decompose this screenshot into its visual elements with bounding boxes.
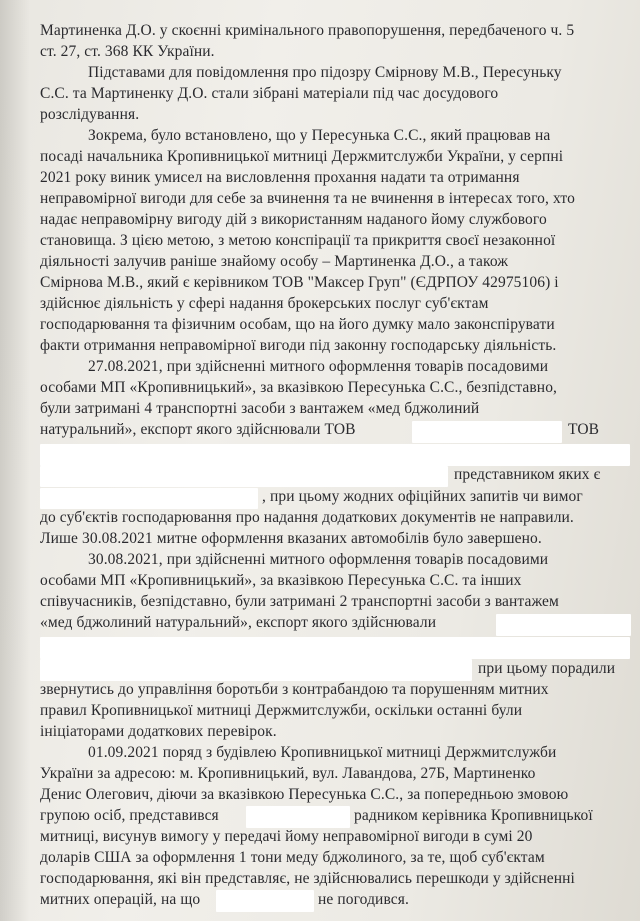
redaction-box (246, 806, 350, 828)
text-line: 01.09.2021 поряд з будівлею Кропивницької митниці Держмитслужби (88, 744, 557, 761)
text-line: «мед бджолиний натуральний», експорт якого здійснювали (40, 614, 437, 631)
text-line: Смірнова М.В., який є керівником ТОВ "Максер Груп" (ЄДРПОУ 42975106) і (40, 274, 559, 291)
text-line: С.С. та Мартиненку Д.О. стали зібрані матеріали під час досудового (40, 85, 499, 102)
text-line: Зокрема, було встановлено, що у Пересунька С.С., який працював на (88, 127, 551, 144)
text-line: здійснює діяльність у сфері надання брокерських послуг суб'єктам (40, 295, 489, 312)
redaction-box (216, 890, 314, 912)
text-line: неправомірної вигоди для себе за вчинення та не вчинення в інтересах того, хто (40, 190, 575, 207)
redaction-box (412, 421, 562, 443)
text-line: , при цьому жодних офіційних запитів чи вимог (262, 488, 583, 505)
text-line: особами МП «Кропивницький», за вказівкою Пересунька С.С. та інших (40, 572, 522, 589)
text-line: 2021 року виник умисел на висловлення прохання надати та отримання (40, 169, 520, 186)
text-line: факти отримання неправомірної вигоди під законну господарську діяльність. (40, 337, 557, 354)
text-line: натуральний», експорт якого здійснювали ТОВ (40, 421, 356, 438)
text-line: співучасників, безпідставно, були затримані 2 транспортні засоби з вантажем (40, 593, 559, 610)
redaction-box (40, 637, 630, 659)
text-line: не погодився. (318, 891, 409, 908)
text-line: митних операцій, на що (40, 891, 201, 908)
text-line: надає неправомірну вигоду дій з використанням наданого йому службового (40, 211, 547, 228)
text-line: ТОВ (568, 421, 600, 438)
text-line: були затримані 4 транспортні засоби з вантажем «мед бджолиний (40, 400, 480, 417)
text-line: особами МП «Кропивницький», за вказівкою Пересунька С.С., безпідставно, (40, 379, 558, 396)
text-line: митниці, висунув вимогу у передачі йому неправомірної вигоди в сумі 20 (40, 828, 533, 845)
redaction-box (40, 444, 630, 466)
text-line: 27.08.2021, при здійсненні митного оформлення товарів посадовими (88, 358, 549, 375)
text-line: до суб'єктів господарювання про надання додаткових документів не направили. (40, 509, 574, 526)
text-line: при цьому порадили (478, 660, 616, 677)
text-line: розслідування. (40, 106, 140, 123)
page-shadow (0, 0, 30, 921)
text-line: Підставами для повідомлення про підозру Смірнову М.В., Пересуньку (88, 64, 562, 81)
text-line: радником керівника Кропивницької (354, 807, 593, 824)
redaction-box (40, 659, 472, 681)
text-line: звернутись до управління боротьби з контрабандою та порушенням митних (40, 681, 549, 698)
redaction-box (40, 488, 258, 509)
text-line: групою осіб, представився (40, 807, 219, 824)
text-line: ст. 27, ст. 368 КК України. (40, 43, 215, 60)
text-line: Лише 30.08.2021 митне оформлення вказаних автомобілів було завершено. (40, 530, 542, 547)
text-line: ініціаторами додаткових перевірок. (40, 723, 277, 740)
redaction-box (496, 614, 631, 636)
text-line: правил Кропивницької митниці Держмитслужби, оскільки останні були (40, 702, 523, 719)
text-line: представником яких є (454, 466, 601, 483)
text-line: становища. З цією метою, з метою конспірації та прикриття своєї незаконної (40, 232, 556, 249)
text-line: 30.08.2021, при здійсненні митного оформлення товарів посадовими (88, 551, 549, 568)
text-line: Денис Олегович, діючи за вказівкою Пересунька С.С., за попередньою змовою (40, 786, 569, 803)
text-line: посаді начальника Кропивницької митниці Держмитслужби України, у серпні (40, 148, 564, 165)
text-line: доларів США за оформлення 1 тони меду бджолиного, за те, щоб суб'єктам (40, 849, 545, 866)
text-line: України за адресою: м. Кропивницький, вул. Лавандова, 27Б, Мартиненко (40, 765, 536, 782)
text-line: господарювання та фізичним особам, що на його думку мало законспірувати (40, 316, 555, 333)
text-line: Мартиненка Д.О. у скоєнні кримінального правопорушення, передбаченого ч. 5 (40, 22, 575, 39)
redaction-box (40, 466, 448, 487)
text-line: діяльності залучив раніше знайому особу – Мартиненка Д.О., а також (40, 253, 509, 270)
text-line: господарювання, які він представляє, не здійснювались перешкоди у здійсненні (40, 870, 575, 887)
